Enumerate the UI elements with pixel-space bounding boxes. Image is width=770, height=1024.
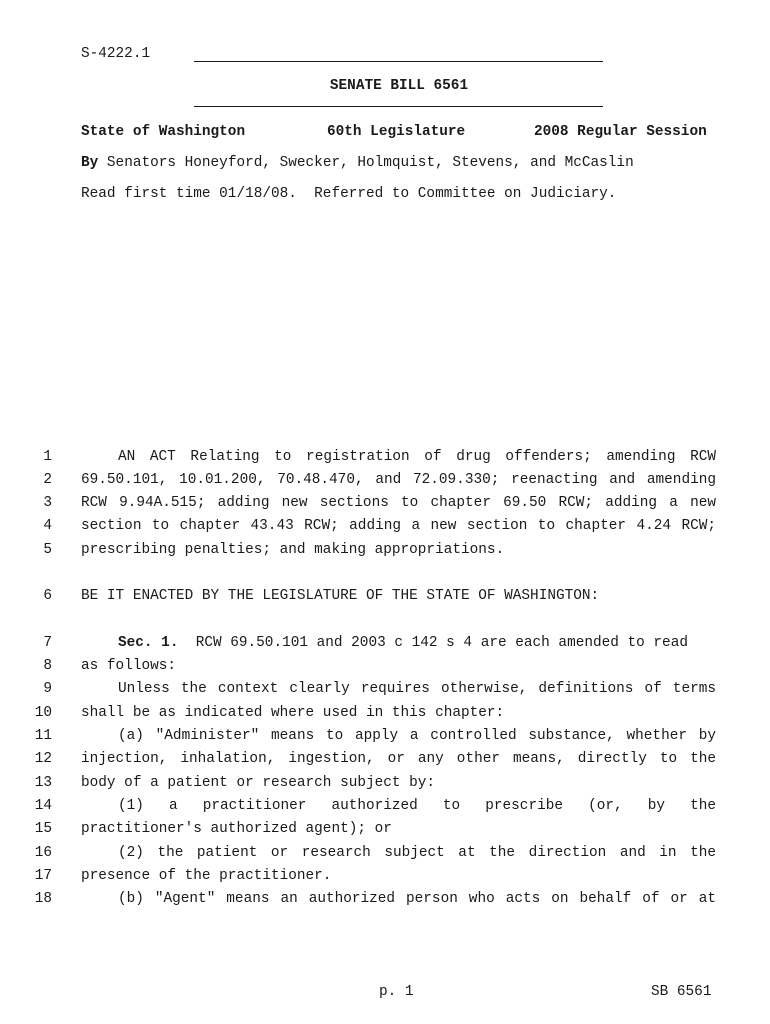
body-line-3 bbox=[0, 495, 770, 518]
legislature-label: 60th Legislature bbox=[327, 124, 466, 140]
header-rule-top bbox=[194, 61, 603, 62]
body-line-5 bbox=[0, 542, 770, 565]
header-rule-bottom bbox=[194, 106, 603, 107]
line-text: (b) "Agent" means an authorized person who acts on behalf of or at bbox=[118, 891, 716, 907]
line-text: shall be as indicated where used in this chapter: bbox=[81, 705, 505, 721]
body-line-17 bbox=[0, 868, 770, 891]
line-number: 7 bbox=[43, 635, 52, 651]
body-line-16 bbox=[0, 845, 770, 868]
line-number: 11 bbox=[34, 728, 52, 744]
line-number: 8 bbox=[43, 658, 52, 674]
line-number: 9 bbox=[43, 681, 52, 697]
body-line-4 bbox=[0, 518, 770, 541]
body-line-1 bbox=[0, 449, 770, 472]
line-text: as follows: bbox=[81, 658, 176, 674]
section-text: RCW 69.50.101 and 2003 c 142 s 4 are each amended to read bbox=[178, 635, 688, 651]
line-text: (2) the patient or research subject at the direction and in the bbox=[118, 845, 716, 861]
line-number: 16 bbox=[34, 845, 52, 861]
body-line-6 bbox=[0, 588, 770, 611]
section-label: Sec. 1. bbox=[118, 635, 179, 651]
body-line-2 bbox=[0, 472, 770, 495]
line-number: 18 bbox=[34, 891, 52, 907]
bill-code: S-4222.1 bbox=[81, 46, 151, 62]
line-text: presence of the practitioner. bbox=[81, 868, 332, 884]
body-line-11 bbox=[0, 728, 770, 751]
line-number: 17 bbox=[34, 868, 52, 884]
line-text: body of a patient or research subject by: bbox=[81, 775, 436, 791]
sponsors-text: Senators Honeyford, Swecker, Holmquist, Stevens, and McCaslin bbox=[106, 155, 634, 171]
line-number: 6 bbox=[43, 588, 52, 604]
line-text: AN ACT Relating to registration of drug offenders; amending RCW bbox=[118, 449, 716, 465]
body-line-18 bbox=[0, 891, 770, 914]
body-line-15 bbox=[0, 821, 770, 844]
read-note: Read first time 01/18/08. Referred to Committee on Judiciary. bbox=[81, 186, 617, 202]
line-number: 4 bbox=[43, 518, 52, 534]
line-text: RCW 9.94A.515; adding new sections to chapter 69.50 RCW; adding a new bbox=[81, 495, 716, 511]
line-text bbox=[81, 635, 716, 651]
line-number: 14 bbox=[34, 798, 52, 814]
body-line-10 bbox=[0, 705, 770, 728]
line-number: 12 bbox=[34, 751, 52, 767]
bill-title: SENATE BILL 6561 bbox=[329, 78, 469, 94]
footer-bill-ref: SB 6561 bbox=[651, 984, 712, 1000]
body-line-9 bbox=[0, 681, 770, 704]
page-number: p. 1 bbox=[379, 984, 414, 1000]
line-text: BE IT ENACTED BY THE LEGISLATURE OF THE STATE OF WASHINGTON: bbox=[81, 588, 600, 604]
line-number: 3 bbox=[43, 495, 52, 511]
state-label: State of Washington bbox=[81, 124, 246, 140]
line-text: 69.50.101, 10.01.200, 70.48.470, and 72.09.330; reenacting and amending bbox=[81, 472, 716, 488]
line-text: (1) a practitioner authorized to prescribe (or, by the bbox=[118, 798, 716, 814]
sponsors-prefix: By bbox=[81, 155, 99, 171]
line-text: section to chapter 43.43 RCW; adding a new section to chapter 4.24 RCW; bbox=[81, 518, 716, 534]
line-text: practitioner's authorized agent); or bbox=[81, 821, 392, 837]
line-text: injection, inhalation, ingestion, or any other means, directly to the bbox=[81, 751, 716, 767]
line-number: 2 bbox=[43, 472, 52, 488]
line-number: 13 bbox=[34, 775, 52, 791]
session-label: 2008 Regular Session bbox=[534, 124, 707, 140]
body-line-13 bbox=[0, 775, 770, 798]
line-number: 5 bbox=[43, 542, 52, 558]
sponsors-line bbox=[81, 155, 634, 171]
line-text: prescribing penalties; and making appropriations. bbox=[81, 542, 505, 558]
body-line-12 bbox=[0, 751, 770, 774]
body-line-8 bbox=[0, 658, 770, 681]
line-text: (a) "Administer" means to apply a controlled substance, whether by bbox=[118, 728, 716, 744]
line-text: Unless the context clearly requires otherwise, definitions of terms bbox=[118, 681, 716, 697]
body-line-7 bbox=[0, 635, 770, 658]
body-line-14 bbox=[0, 798, 770, 821]
line-number: 1 bbox=[43, 449, 52, 465]
line-number: 10 bbox=[34, 705, 52, 721]
line-number: 15 bbox=[34, 821, 52, 837]
